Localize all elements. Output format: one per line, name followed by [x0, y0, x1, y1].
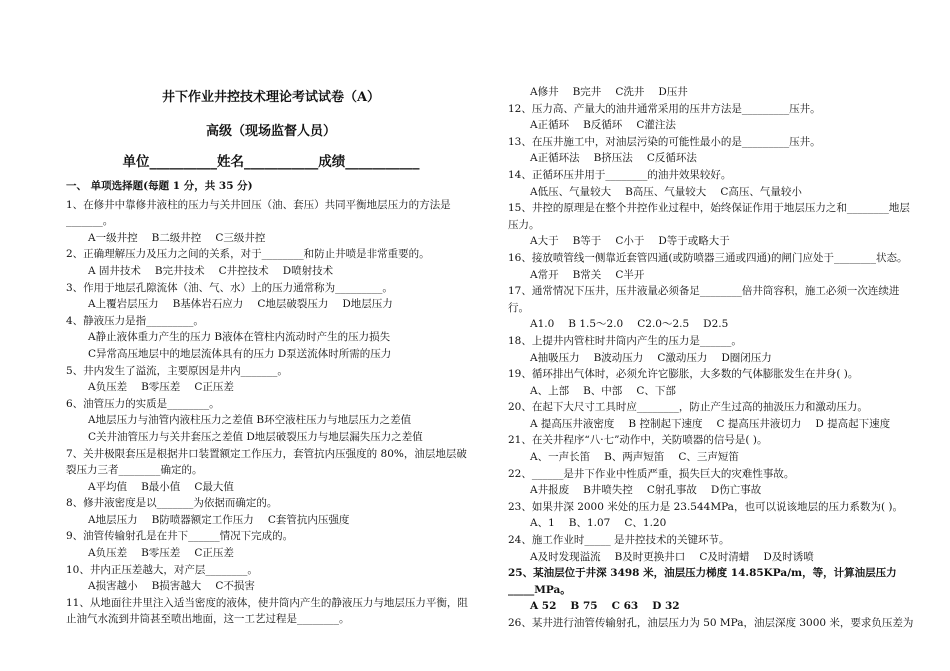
answer-option: C最大值: [194, 480, 234, 493]
option-row: [508, 515, 918, 532]
exam-fields: 单位__________姓名___________成绩___________: [122, 154, 420, 170]
answer-option: D地层压力: [342, 298, 393, 311]
question-item: [508, 283, 918, 333]
answer-option: A常开: [530, 268, 559, 281]
answer-option: A平均值: [88, 480, 128, 493]
option-row: [508, 184, 918, 201]
option-row: [508, 598, 918, 615]
question-item: [66, 246, 476, 279]
answer-option: B常关: [572, 268, 602, 281]
answer-option: C小于: [615, 235, 645, 248]
option-row: [66, 263, 476, 280]
question-item: [508, 399, 918, 432]
answer-option-line: A地层压力与油管内液柱压力之差值 B环空液柱压力与地层压力之差值: [88, 414, 412, 427]
answer-option: B 1.5～2.0: [568, 318, 624, 331]
option-row: [508, 549, 918, 566]
question-text: 1、在修井中靠修井液柱的压力与关井回压（油、套压）共同平衡地层压力的方法是_______。: [66, 198, 451, 228]
answer-option: C井控技术: [218, 264, 269, 277]
answer-option: B波动压力: [593, 351, 644, 364]
question-item: [66, 363, 476, 396]
question-text: 17、通常情况下压井，压井液量必须备足________倍井筒容积，施工必须一次连续进行。: [508, 285, 900, 314]
option-row: [508, 316, 918, 333]
option-row: [508, 267, 918, 284]
question-text: 7、关井极限套压是根据井口装置额定工作压力，套管抗内压强度的 80%，油层地层破裂压力三者________确定的。: [66, 447, 467, 477]
answer-option: D2.5: [703, 318, 729, 331]
question-text: 15、井控的原理是在整个井控作业过程中，始终保证作用于地层压力之和________地层压力。: [508, 202, 910, 231]
answer-option: B完井技术: [154, 264, 205, 277]
question-text: 26、某井进行油管传输射孔，油层压力为 50 MPa，油层深度 3000 米，要求负压差为: [508, 617, 914, 629]
answer-option: A地层压力: [88, 513, 138, 526]
answer-option: B反循环: [583, 119, 623, 132]
option-row: [508, 383, 918, 400]
question-text: 21、在关井程序“八·七”动作中，关防喷器的信号是( )。: [508, 434, 768, 447]
answer-option: C及时清蜡: [699, 550, 750, 563]
option-row: [508, 416, 918, 433]
right-column: [508, 84, 918, 632]
option-row: [508, 449, 918, 466]
answer-option: C 提高压井液切力: [716, 417, 802, 430]
answer-option: C、1.20: [624, 517, 667, 530]
answer-option: A及时发现溢流: [530, 550, 601, 563]
answer-option: C正压差: [194, 547, 234, 560]
question-item: [66, 528, 476, 561]
answer-option: C射孔事故: [646, 484, 697, 497]
question-text: 25、某油层位于井深 3498 米，油层压力梯度 14.85KPa/m，等，计算油层压力_____MPa。: [508, 567, 897, 596]
question-text: 13、在压井施工中，对油层污染的可能性最小的是_________压井。: [508, 135, 821, 148]
answer-option: A、一声长笛: [530, 451, 591, 464]
question-text: 16、接放喷管线一侧靠近套管四通(或防喷器三通或四通)的闸门应处于________状态。: [508, 251, 908, 264]
answer-option: D伤亡事故: [710, 484, 762, 497]
question-item: [66, 446, 476, 496]
answer-option: B基体岩石应力: [172, 298, 244, 311]
answer-option: D压井: [658, 86, 688, 98]
question-item: [508, 250, 918, 283]
answer-option: B防喷器额定工作压力: [151, 513, 254, 526]
answer-option: D等于或略大于: [658, 235, 730, 248]
answer-option: D圈闭压力: [721, 351, 772, 364]
answer-option: A正循环: [530, 119, 570, 132]
answer-option: C不损害: [215, 580, 255, 593]
question-text: 14、正循环压井用于________的油井效果较好。: [508, 168, 732, 181]
left-question-list: [66, 197, 476, 628]
question-item: [508, 200, 918, 250]
answer-option: C灌注法: [636, 119, 676, 132]
answer-option: A一级井控: [88, 231, 138, 244]
question-item: [66, 562, 476, 595]
question-item: [66, 197, 476, 247]
question-text: 23、如果井深 2000 米处的压力是 23.544MPa，也可以说该地层的压力系数为( )。: [508, 500, 903, 513]
option-row: [66, 379, 476, 396]
answer-option: B损害越大: [151, 580, 202, 593]
answer-option: C激动压力: [657, 351, 708, 364]
question-item: [508, 532, 918, 565]
option-row: [66, 479, 476, 496]
answer-option: C高压、气量较小: [720, 185, 802, 198]
question-item: [508, 167, 918, 200]
option-row: [66, 230, 476, 247]
answer-option: A大于: [530, 235, 559, 248]
option-row: [508, 350, 918, 367]
question-item: [66, 313, 476, 363]
question-text: 2、正确理解压力及压力之间的关系，对于________和防止井喷是非常重要的。: [66, 248, 430, 261]
question-item: [508, 84, 918, 101]
option-row: [508, 233, 918, 250]
question-text: 11、从地面往井里注入适当密度的液体，使井筒内产生的静液压力与地层压力平衡，阻止油气水流到井筒甚至喷出地面，这一工艺过程是________。: [66, 596, 468, 626]
question-text: 12、压力高、产量大的油井通常采用的压井方法是_________压井。: [508, 102, 821, 115]
answer-option: A负压差: [88, 381, 128, 394]
right-question-list: [508, 84, 918, 632]
option-row: [66, 512, 476, 529]
answer-option-line: C异常高压地层中的地层流体具有的压力 D泵送流体时所需的压力: [88, 347, 392, 360]
answer-option: B等于: [572, 235, 602, 248]
question-text: 4、静液压力是指_________。: [66, 314, 204, 327]
question-text: 20、在起下大尺寸工具时应________，防止产生过高的抽汲压力和激动压力。: [508, 401, 868, 414]
answer-option: A负压差: [88, 547, 128, 560]
answer-option-line: A静止液体重力产生的压力 B液体在管柱内流动时产生的压力损失: [88, 331, 391, 344]
exam-title: 井下作业井控技术理论考试试卷（A）: [161, 90, 381, 105]
answer-option: C、下部: [636, 384, 676, 397]
answer-option: B、两声短笛: [604, 451, 665, 464]
answer-option: A井报废: [530, 484, 570, 497]
answer-option: C地层破裂压力: [257, 298, 329, 311]
answer-option: A 固井技术: [88, 264, 141, 277]
option-row: [66, 296, 476, 313]
answer-option: A损害越小: [88, 580, 138, 593]
answer-option: B完井: [572, 86, 602, 98]
answer-option: B零压差: [141, 381, 181, 394]
option-row: [508, 482, 918, 499]
answer-option: B井喷失控: [583, 484, 633, 497]
answer-option: C 63: [611, 600, 639, 613]
question-item: [508, 499, 918, 532]
answer-option: B及时更换井口: [614, 550, 686, 563]
question-item: [508, 466, 918, 499]
question-item: [508, 101, 918, 134]
question-text: 9、油管传输射孔是在井下______情况下完成的。: [66, 530, 294, 543]
answer-option: C洗井: [615, 86, 645, 98]
option-row: [66, 578, 476, 595]
question-item: [508, 565, 918, 615]
answer-option: B挤压法: [593, 152, 633, 165]
answer-option: B 75: [570, 600, 598, 613]
answer-option: D喷射技术: [282, 264, 334, 277]
answer-option: A、上部: [530, 384, 570, 397]
answer-option-line: C关井油管压力与关井套压之差值 D地层破裂压力与地层漏失压力之差值: [88, 430, 423, 443]
option-row: [508, 84, 918, 101]
answer-option: A抽吸压力: [530, 351, 580, 364]
answer-option: C、三声短笛: [678, 451, 739, 464]
answer-option: D及时诱喷: [763, 550, 814, 563]
question-item: [508, 432, 918, 465]
question-text: 5、井内发生了溢流，主要原因是井内_______。: [66, 364, 288, 377]
answer-option: B、1.07: [568, 517, 611, 530]
question-item: [66, 396, 476, 446]
question-item: [66, 495, 476, 528]
question-text: 6、油管压力的实质是________。: [66, 397, 220, 410]
answer-option: C2.0～2.5: [637, 318, 690, 331]
answer-option: D 32: [652, 600, 680, 613]
option-row: [508, 117, 918, 134]
answer-option: B最小值: [141, 480, 181, 493]
answer-option: A修井: [530, 86, 559, 98]
answer-option: C半开: [615, 268, 645, 281]
answer-option: D 提高起下速度: [815, 417, 891, 430]
answer-option: B 控制起下速度: [628, 417, 703, 430]
answer-option: A 52: [530, 600, 557, 613]
answer-option: A低压、气量较大: [530, 185, 612, 198]
answer-option: A上覆岩层压力: [88, 298, 159, 311]
question-item: [66, 595, 476, 628]
question-text: 3、作用于地层孔隙流体（油、气、水）上的压力通常称为_________。: [66, 281, 393, 294]
answer-option: A 提高压井液密度: [530, 417, 615, 430]
question-text: 8、修井液密度是以_______为依据而确定的。: [66, 497, 278, 510]
answer-option: C反循环法: [646, 152, 697, 165]
answer-option: C三级井控: [215, 231, 266, 244]
question-text: 19、循环排出气体时，必须允许它膨胀，大多数的气体膨胀发生在井身( )。: [508, 368, 859, 381]
answer-option: C正压差: [194, 381, 234, 394]
exam-subtitle: 高级（现场监督人员）: [205, 124, 336, 139]
question-text: 22、______是井下作业中性质严重，损失巨大的灾难性事故。: [508, 467, 795, 480]
question-text: 10、井内正压差越大，对产层________。: [66, 563, 258, 576]
question-item: [508, 333, 918, 366]
left-column: [66, 88, 476, 628]
question-item: [508, 615, 918, 632]
answer-option: A正循环法: [530, 152, 580, 165]
answer-option: B、中部: [583, 384, 623, 397]
answer-option: C套管抗内压强度: [267, 513, 350, 526]
question-text: 18、上提井内管柱时井筒内产生的压力是______。: [508, 334, 742, 347]
answer-option: A1.0: [530, 318, 555, 331]
answer-option: B高压、气量较大: [625, 185, 707, 198]
question-text: 24、施工作业时_____ 是井控技术的关键环节。: [508, 534, 730, 547]
answer-option: B零压差: [141, 547, 181, 560]
question-item: [508, 134, 918, 167]
option-row: [66, 545, 476, 562]
question-item: [508, 366, 918, 399]
answer-option: B二级井控: [151, 231, 202, 244]
question-item: [66, 280, 476, 313]
answer-option: A、1: [530, 517, 555, 530]
section-heading: 一、 单项选择题(每题 1 分，共 35 分): [66, 180, 253, 192]
option-row: [508, 150, 918, 167]
